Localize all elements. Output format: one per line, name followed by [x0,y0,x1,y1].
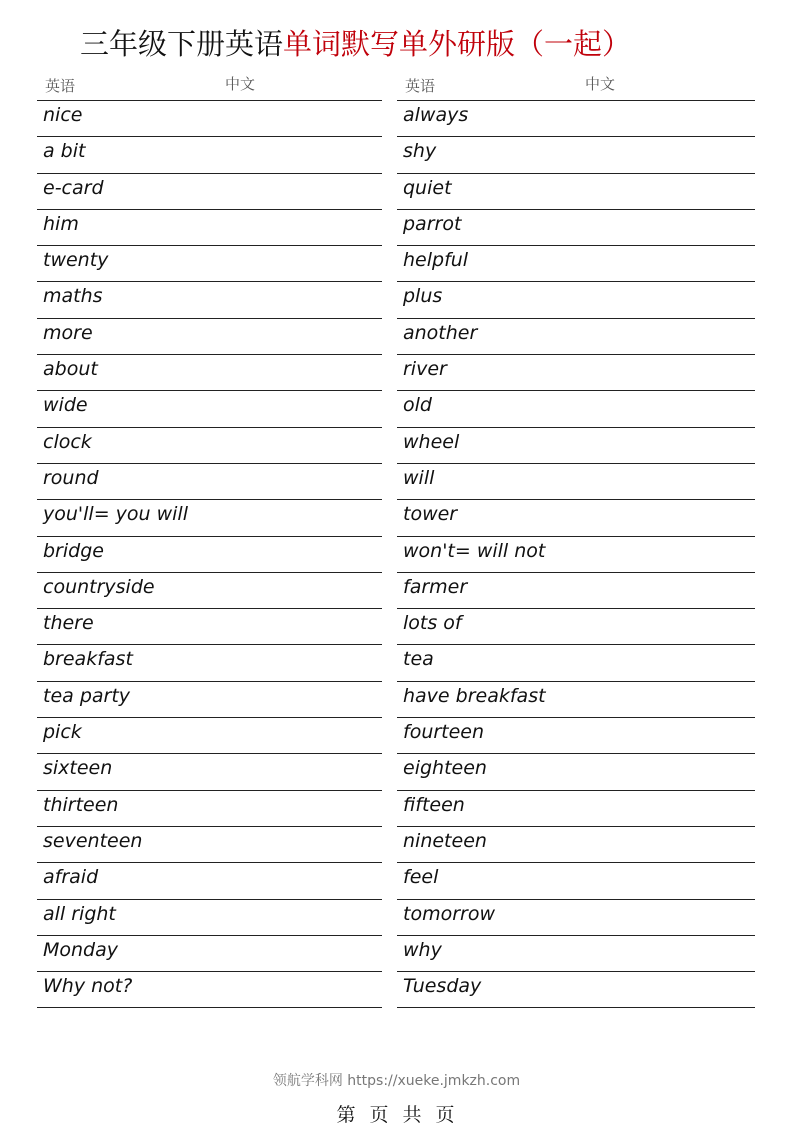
english-word: clock [43,430,92,453]
page-ye2: 页 [435,1104,457,1126]
word-row [37,754,382,790]
page-number-footer [0,1100,793,1127]
word-row [37,464,382,500]
left-word-list [37,101,382,1008]
left-column-header [37,70,382,101]
english-word: plus [403,285,443,308]
word-row [37,428,382,464]
word-row [37,391,382,427]
word-row [397,319,755,355]
word-row [397,101,755,137]
english-word: Why not? [43,975,133,998]
english-word: seventeen [43,829,143,852]
english-word: have breakfast [403,684,546,707]
page-di: 第 [336,1104,358,1126]
english-word: there [43,612,94,635]
word-row [37,537,382,573]
english-word: tea party [43,684,131,707]
word-row [397,791,755,827]
word-row [37,319,382,355]
chinese-header-label: 中文 [225,75,256,93]
word-row [397,609,755,645]
title-highlight: 单词默写单外研版（一起） [283,27,632,61]
word-row [397,246,755,282]
english-header-label: 英语 [45,77,76,95]
english-word: tomorrow [403,902,495,925]
english-word: lots of [403,612,462,635]
word-row [37,101,382,137]
word-row [37,863,382,899]
word-row [37,645,382,681]
word-row [397,174,755,210]
word-row [397,355,755,391]
english-word: twenty [43,249,109,272]
word-row [397,827,755,863]
word-row [397,863,755,899]
english-word: parrot [403,212,462,235]
english-word: won't= will not [403,539,546,562]
english-word: tower [403,503,458,526]
english-word: shy [403,140,437,163]
word-row [37,718,382,754]
english-word: you'll= you will [43,503,188,526]
english-word: why [403,938,442,961]
left-word-column [37,70,382,1008]
word-row [37,174,382,210]
english-word: always [403,104,469,126]
word-row [37,609,382,645]
word-row [37,936,382,972]
english-word: old [403,394,432,417]
english-word: a bit [43,140,86,163]
english-word: all right [43,902,116,925]
english-word: fourteen [403,721,485,744]
english-word: wide [43,394,88,417]
word-row [397,210,755,246]
english-word: feel [403,866,439,889]
word-row [37,210,382,246]
word-row [37,682,382,718]
english-word: will [403,466,435,489]
word-row [397,718,755,754]
english-word: pick [43,721,82,744]
english-word: breakfast [43,648,133,671]
english-word: more [43,321,93,344]
word-row [397,645,755,681]
word-row [37,246,382,282]
english-word: countryside [43,575,155,598]
english-word: bridge [43,539,104,562]
english-word: e-card [43,176,104,199]
right-column-header [397,70,755,101]
word-row [397,537,755,573]
title-main: 三年级下册英语 [80,27,284,61]
english-word: another [403,321,478,344]
word-row [397,500,755,536]
word-row [37,900,382,936]
english-word: maths [43,285,103,308]
english-word: nineteen [403,829,487,852]
english-word: quiet [403,176,452,199]
word-row [397,137,755,173]
word-row [397,573,755,609]
word-row [37,500,382,536]
english-header-label: 英语 [405,77,436,95]
english-word: helpful [403,249,469,272]
english-word: Tuesday [403,975,482,998]
word-row [37,972,382,1008]
word-row [397,391,755,427]
word-row [397,754,755,790]
english-word: him [43,212,79,235]
word-row [397,972,755,1008]
english-word: afraid [43,866,99,889]
chinese-header-label: 中文 [585,75,616,93]
word-row [397,464,755,500]
english-word: about [43,358,98,381]
footer-site-link[interactable]: 领航学科网 https://xueke.jmkzh.com [272,1073,521,1089]
english-word: wheel [403,430,460,453]
english-word: eighteen [403,757,487,780]
word-row [37,282,382,318]
english-word: round [43,466,99,489]
right-word-column [397,70,755,1008]
page-title [80,22,760,66]
english-word: fifteen [403,793,465,816]
english-word: nice [43,104,83,126]
english-word: Monday [43,938,119,961]
english-word: river [403,358,447,381]
word-row [37,355,382,391]
word-row [397,936,755,972]
word-row [37,573,382,609]
word-row [397,900,755,936]
english-word: thirteen [43,793,119,816]
word-row [37,827,382,863]
english-word: tea [403,648,434,671]
word-row [397,282,755,318]
page-ye1: 页 [369,1104,391,1126]
right-word-list [397,101,755,1008]
english-word: sixteen [43,757,113,780]
word-row [397,428,755,464]
word-row [37,791,382,827]
page-gong: 共 [402,1104,424,1126]
english-word: farmer [403,575,468,598]
word-row [397,682,755,718]
word-row [37,137,382,173]
